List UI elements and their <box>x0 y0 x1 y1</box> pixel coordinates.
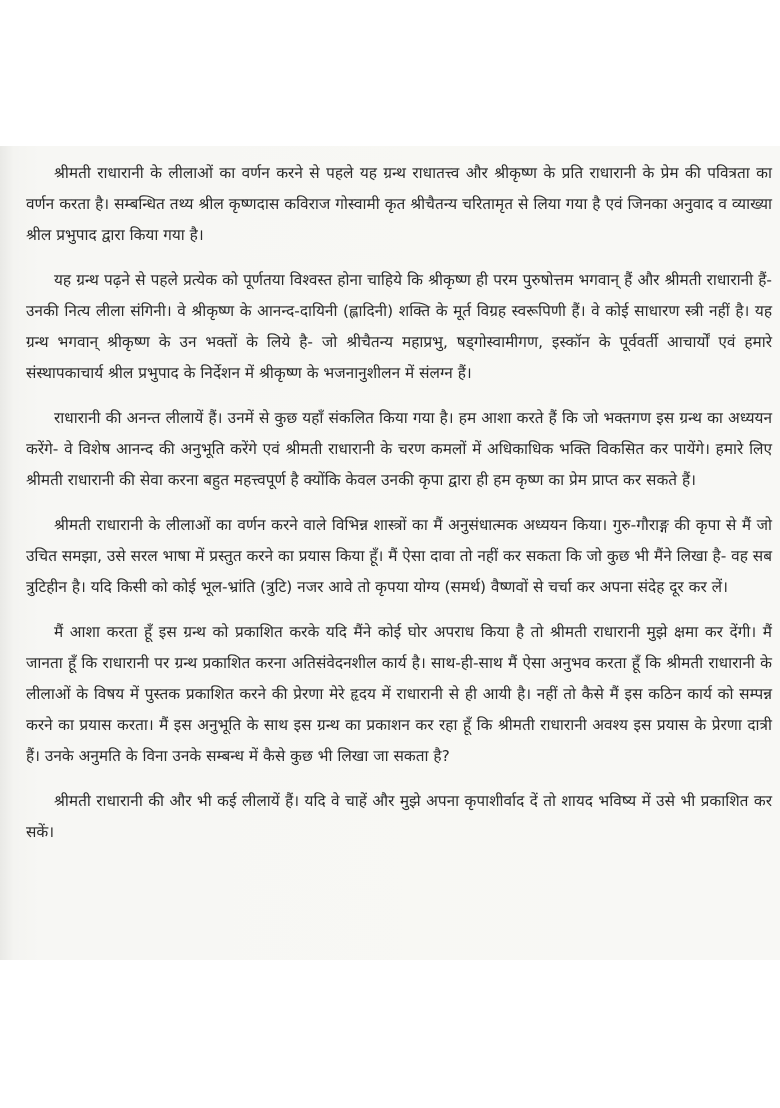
paragraph-4: श्रीमती राधारानी के लीलाओं का वर्णन करने वाले विभिन्न शास्त्रों का मैं अनुसंधात्मक अध्ययन किया। गुरु-गौराङ्ग की कृपा से मैं जो उचित समझा, उसे सरल भाषा में प्रस्तुत करने का प्रयास किया हूँ। मैं ऐसा दावा तो नहीं कर सकता कि जो कुछ भी मैंने लिखा है- वह सब त्रुटिहीन है। यदि किसी को कोई भूल-भ्रांति (त्रुटि) नजर आवे तो कृपया योग्य (समर्थ) वैष्णवों से चर्चा कर अपना संदेह दूर कर लें। <box>26 516 772 596</box>
paragraph-3: राधारानी की अनन्त लीलायें हैं। उनमें से कुछ यहाँ संकलित किया गया है। हम आशा करते हैं कि जो भक्तगण इस ग्रन्थ का अध्ययन करेंगे- वे विशेष आनन्द की अनुभूति करेंगे एवं श्रीमती राधारानी के चरण कमलों में अधिकाधिक भक्ति विकसित कर पायेंगे। हमारे लिए श्रीमती राधारानी की सेवा करना बहुत महत्त्वपूर्ण है क्योंकि केवल उनकी कृपा द्वारा ही हम कृष्ण का प्रेम प्राप्त कर सकते हैं। <box>26 409 772 489</box>
paragraph-5: मैं आशा करता हूँ इस ग्रन्थ को प्रकाशित करके यदि मैंने कोई घोर अपराध किया है तो श्रीमती राधारानी मुझे क्षमा कर देंगी। मैं जानता हूँ कि राधारानी पर ग्रन्थ प्रकाशित करना अतिसंवेदनशील कार्य है। साथ-ही-साथ मैं ऐसा अनुभव करता हूँ कि श्रीमती राधारानी के लीलाओं के विषय में पुस्तक प्रकाशित करने की प्रेरणा मेरे हृदय में राधारानी से ही आयी है। नहीं तो कैसे मैं इस कठिन कार्य को सम्पन्न करने का प्रयास करता। मैं इस अनुभूति के साथ इस ग्रन्थ का प्रकाशन कर रहा हूँ कि श्रीमती राधारानी अवश्य इस प्रयास के प्रेरणा दात्री हैं। उनके अनुमति के विना उनके सम्बन्ध में कैसे कुछ भी लिखा जा सकता है? <box>26 623 772 765</box>
document-body <box>26 158 772 862</box>
paragraph-1: श्रीमती राधारानी के लीलाओं का वर्णन करने से पहले यह ग्रन्थ राधातत्त्व और श्रीकृष्ण के प्रति राधारानी के प्रेम की पवित्रता का वर्णन करता है। सम्बन्धित तथ्य श्रील कृष्णदास कविराज गोस्वामी कृत श्रीचैतन्य चरितामृत से लिया गया है एवं जिनका अनुवाद व व्याख्या श्रील प्रभुपाद द्वारा किया गया है। <box>26 164 772 244</box>
paragraph-6: श्रीमती राधारानी की और भी कई लीलायें हैं। यदि वे चाहें और मुझे अपना कृपाशीर्वाद दें तो शायद भविष्य में उसे भी प्रकाशित कर सकें। <box>26 792 772 841</box>
paragraph-2: यह ग्रन्थ पढ़ने से पहले प्रत्येक को पूर्णतया विश्वस्त होना चाहिये कि श्रीकृष्ण ही परम पुरुषोत्तम भगवान् हैं और श्रीमती राधारानी हैं- उनकी नित्य लीला संगिनी। वे श्रीकृष्ण के आनन्द-दायिनी (ह्लादिनी) शक्ति के मूर्त विग्रह स्वरूपिणी हैं। वे कोई साधारण स्त्री नहीं है। यह ग्रन्थ भगवान् श्रीकृष्ण के उन भक्तों के लिये है- जो श्रीचैतन्य महाप्रभु, षड्गोस्वामीगण, इस्कॉन के पूर्ववर्ती आचार्यों एवं हमारे संस्थापकाचार्य श्रील प्रभुपाद के निर्देशन में श्रीकृष्ण के भजनानुशीलन में संलग्न हैं। <box>26 271 772 382</box>
